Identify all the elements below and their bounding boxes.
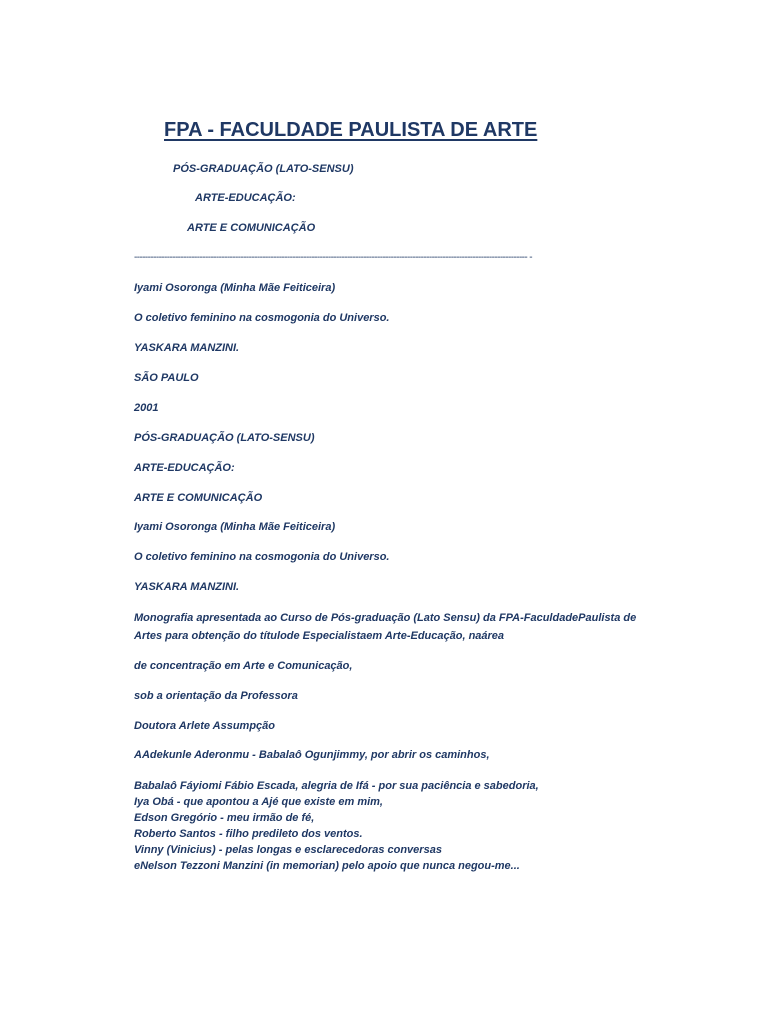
title-page-program: PÓS-GRADUAÇÃO (LATO-SENSU) [134,432,315,444]
acknowledgement-line: Iya Obá - que apontou a Ajé que existe em mim, [134,796,383,808]
program-heading: PÓS-GRADUAÇÃO (LATO-SENSU) [173,163,354,175]
title-page-work-title: Iyami Osoronga (Minha Mãe Feiticeira) [134,521,336,533]
acknowledgement-first: AAdekunle Aderonmu - Babalaô Ogunjimmy, por abrir os caminhos, [134,749,490,761]
presentation-paragraph: Monografia apresentada ao Curso de Pós-graduação (Lato Sensu) da FPA-FaculdadePaulista de Artes para obtenção do títulode Especialistaem Arte-Educação, naárea [134,612,637,642]
page-title-text: FPA - FACULDADE PAULISTA DE ARTE [164,119,538,141]
title-page-concentration: ARTE E COMUNICAÇÃO [134,492,263,504]
presentation-continuation: de concentração em Arte e Comunicação, [134,660,353,672]
cover-work-title: Iyami Osoronga (Minha Mãe Feiticeira) [134,282,336,294]
cover-year: 2001 [134,402,159,414]
dashed-divider: ------------------------------------------------------------------------------------------------------------------------------------------------ - [134,252,533,263]
acknowledgement-line: Edson Gregório - meu irmão de fé, [134,812,315,824]
cover-city: SÃO PAULO [134,372,199,384]
title-page-work-subtitle: O coletivo feminino na cosmogonia do Universo. [134,551,390,563]
cover-work-subtitle: O coletivo feminino na cosmogonia do Universo. [134,312,390,324]
title-page-area: ARTE-EDUCAÇÃO: [134,462,235,474]
advisor-line: sob a orientação da Professora [134,690,298,702]
page-title [134,118,537,142]
advisor-name: Doutora Arlete Assumpção [134,720,275,732]
concentration-heading: ARTE E COMUNICAÇÃO [187,222,316,234]
acknowledgement-line: eNelson Tezzoni Manzini (in memorian) pelo apoio que nunca negou-me... [134,860,520,872]
acknowledgements-list [134,778,694,874]
area-heading: ARTE-EDUCAÇÃO: [195,192,296,204]
acknowledgement-line: Roberto Santos - filho predileto dos ventos. [134,828,363,840]
title-page-author: YASKARA MANZINI. [134,581,240,593]
acknowledgement-line: Babalaô Fáyiomi Fábio Escada, alegria de Ifá - por sua paciência e sabedoria, [134,780,539,792]
acknowledgement-line: Vinny (Vinicius) - pelas longas e esclarecedoras conversas [134,844,442,856]
cover-author: YASKARA MANZINI. [134,342,240,354]
